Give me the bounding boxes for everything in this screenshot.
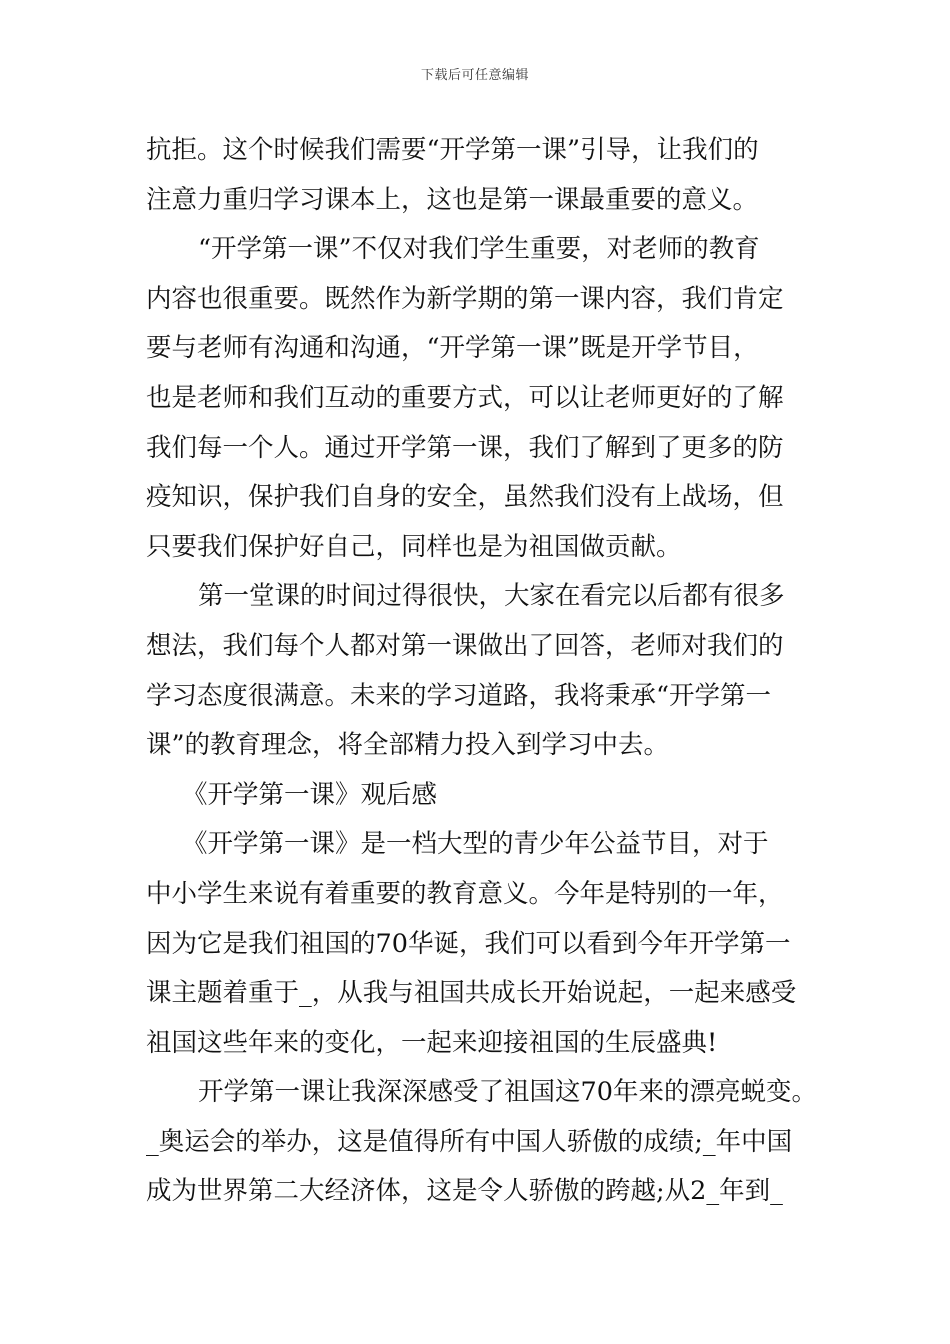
text-line: 因为它是我们祖国的70华诞，我们可以看到今年开学第一 xyxy=(146,928,791,959)
text-line: 学习态度很满意。未来的学习道路，我将秉承“开学第一 xyxy=(146,680,772,711)
page-header: 下载后可任意编辑 xyxy=(420,68,529,83)
text-line: 中小学生来说有着重要的教育意义。今年是特别的一年， xyxy=(146,878,784,909)
text-line: _奥运会的举办，这是值得所有中国人骄傲的成绩;_年中国 xyxy=(146,1126,793,1157)
text-line: 也是老师和我们互动的重要方式，可以让老师更好的了解 xyxy=(146,382,784,413)
paragraph-start-line: 《开学第一课》是一档大型的青少年公益节目，对于 xyxy=(182,829,769,860)
document-body xyxy=(146,126,826,1217)
text-line: 我们每一个人。通过开学第一课，我们了解到了更多的防 xyxy=(146,432,784,463)
text-line: 课主题着重于_，从我与祖国共成长开始说起，一起来感受 xyxy=(146,978,797,1009)
text-line: 内容也很重要。既然作为新学期的第一课内容，我们肯定 xyxy=(146,283,784,314)
text-line: 想法，我们每个人都对第一课做出了回答，老师对我们的 xyxy=(146,630,784,661)
text-line: 注意力重归学习课本上，这也是第一课最重要的意义。 xyxy=(146,184,759,215)
paragraph-start-line: “开学第一课”不仅对我们学生重要，对老师的教育 xyxy=(198,234,760,265)
text-line: 抗拒。这个时候我们需要“开学第一课”引导，让我们的 xyxy=(146,135,759,165)
text-line: 成为世界第二大经济体，这是令人骄傲的跨越;从2_年到_ xyxy=(146,1176,783,1207)
paragraph-start-line: 开学第一课让我深深感受了祖国这70年来的漂亮蜕变。 xyxy=(198,1077,817,1108)
text-line: 课”的教育理念，将全部精力投入到学习中去。 xyxy=(146,730,670,761)
paragraph-start-line: 第一堂课的时间过得很快，大家在看完以后都有很多 xyxy=(198,581,785,612)
text-line: 要与老师有沟通和沟通，“开学第一课”既是开学节目， xyxy=(146,333,759,364)
section-title: 《开学第一课》观后感 xyxy=(182,779,438,810)
text-line: 只要我们保护好自己，同样也是为祖国做贡献。 xyxy=(146,531,682,562)
text-line: 疫知识，保护我们自身的安全，虽然我们没有上战场，但 xyxy=(146,482,784,513)
text-line: 祖国这些年来的变化，一起来迎接祖国的生辰盛典! xyxy=(146,1027,718,1058)
